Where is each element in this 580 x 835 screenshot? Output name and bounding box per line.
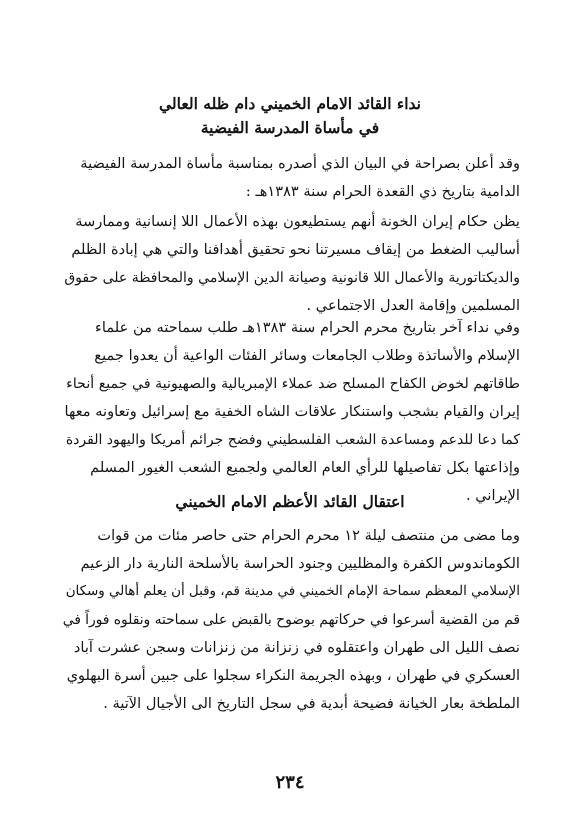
page-number: ٢٣٤ xyxy=(275,772,305,793)
text-line: يظن حكام إيران الخونة أنهم يستطيعون بهذه الأعمال اللا إنسانية وممارسة xyxy=(75,213,520,230)
title-line-1: نداء القائد الامام الخميني دام ظله العالي xyxy=(159,94,421,113)
text-line: كما دعا للدعم ومساعدة الشعب الفلسطيني وفضح جرائم أمريكا واليهود القردة xyxy=(65,432,520,448)
text-line: وإذاعتها بكل تفاصيلها للرأي العام العالمي ولجميع الشعب الغيور المسلم xyxy=(90,459,520,476)
text-line: الملطخة بعار الخيانة فضيحة أبدية في سجل التاريخ الى الأجيال الآتية . xyxy=(103,695,520,712)
text-line: الإسلامي المعظم سماحة الإمام الخميني في مدينة قم، وقبل أن يعلم أهالي وسكان xyxy=(65,584,520,599)
text-line: الإسلام والأساتذة وطلاب الجامعات وسائر الفئات الواعية أن يعدوا جميع xyxy=(94,347,520,364)
text-line: الإيراني . xyxy=(465,487,520,504)
text-line: المسلمين وإقامة العدل الاجتماعي . xyxy=(306,297,520,314)
text-line: وقد أعلن بصراحة في البيان الذي أصدره بمناسبة مأساة المدرسة الفيضية xyxy=(80,155,520,172)
paragraph-second-call xyxy=(62,314,520,510)
text-line: الكوماندوس الكفرة والمظليين وجنود الحراسة بالأسلحة النارية دار الزعيم xyxy=(80,555,520,572)
text-line: والديكتاتورية والأعمال اللا قانونية وصيانة الدين الإسلامي والمحافظة على حقوق xyxy=(64,270,520,286)
document-title xyxy=(60,92,520,140)
paragraph-arrest xyxy=(62,522,520,718)
text-line: نصف الليل الى طهران واعتقلوه في زنزانة من زنزانات وسجن عشرت آباد xyxy=(73,639,520,656)
paragraph-quote xyxy=(62,208,520,320)
text-line: قم من القضية أسرعوا في حركاتهم بوضوح بالقبض على سماحته ونقلوه فوراً في xyxy=(62,612,520,628)
text-line: طاقاتهم لخوض الكفاح المسلح ضد عملاء الإمبريالية والصهيونية في جميع أنحاء xyxy=(66,376,520,392)
title-line-2: في مأساة المدرسة الفيضية xyxy=(200,118,380,137)
text-line: وفي نداء آخر بتاريخ محرم الحرام سنة ١٣٨٣هـ طلب سماحته من علماء xyxy=(95,319,520,336)
text-line: إيران والقيام بشجب واستنكار علاقات الشاه الخفية مع إسرائيل وتعاونه معها xyxy=(64,403,520,420)
text-line: العسكري في طهران ، وبهذه الجريمة النكراء سجلوا على جبين أسرة البهلوي xyxy=(66,668,520,684)
section-heading: اعتقال القائد الأعظم الامام الخميني xyxy=(175,492,405,511)
text-line: الدامية بتاريخ ذي القعدة الحرام سنة ١٣٨٣هـ : xyxy=(245,183,520,200)
text-line: أساليب الضغط من إيقاف مسيرتنا نحو تحقيق أهدافنا والتي هي إبادة الظلم xyxy=(71,241,520,258)
paragraph-intro xyxy=(62,150,520,206)
text-line: وما مضى من منتصف ليلة ١٢ محرم الحرام حتى حاصر مئات من قوات xyxy=(97,527,520,544)
